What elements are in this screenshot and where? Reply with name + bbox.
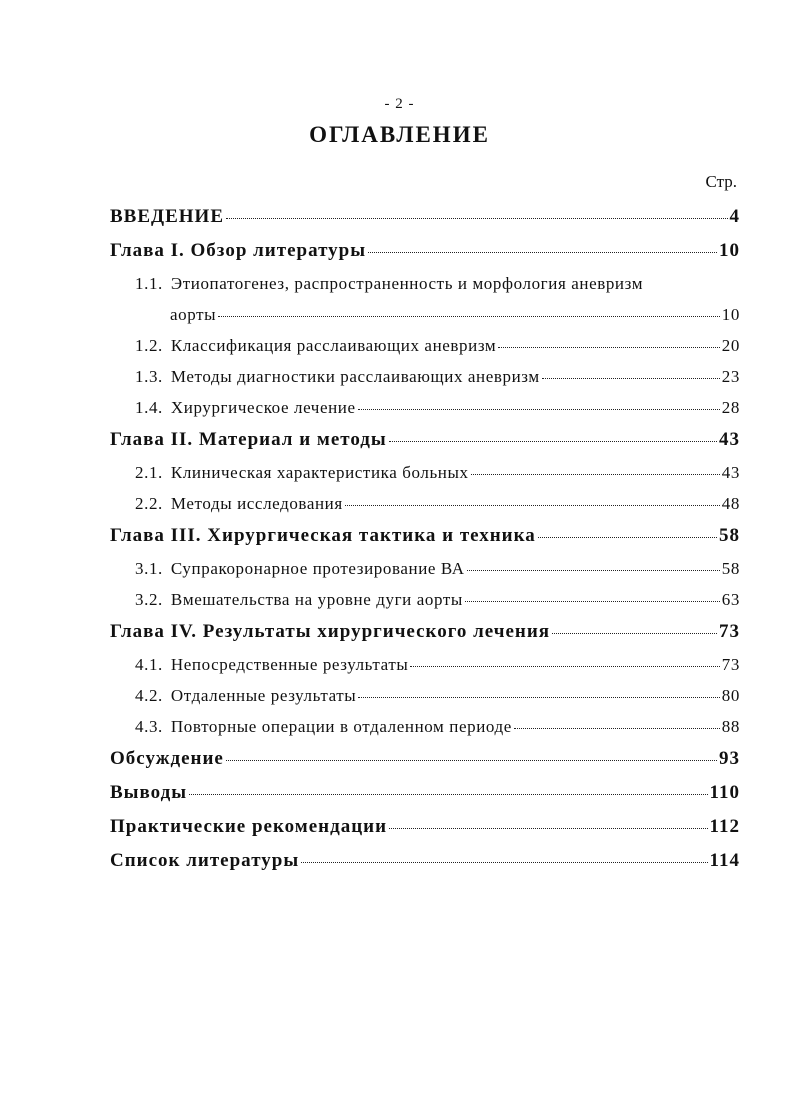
toc-entry-page: 48: [721, 494, 740, 513]
dot-leader: [542, 378, 720, 379]
toc-entry-label: Выводы: [110, 782, 188, 803]
toc-entry-label: Вмешательства на уровне дуги аорты: [170, 590, 463, 609]
toc-entry-page: 58: [721, 559, 740, 578]
toc-entry-label: Методы диагностики расслаивающих аневризм: [170, 367, 540, 386]
toc-entry-page: 10: [719, 240, 740, 261]
toc-entry-label-continuation: аорты: [170, 305, 217, 324]
toc-entry-references[interactable]: [110, 844, 740, 878]
toc-entry-conclusions[interactable]: [110, 776, 740, 810]
page-number: - 2 -: [384, 96, 415, 112]
toc-entry-section-1-2[interactable]: [110, 330, 740, 361]
toc-entry-label: Супракоронарное протезирование ВА: [170, 559, 465, 578]
toc-entry-introduction[interactable]: [110, 200, 740, 234]
dot-leader: [358, 697, 719, 698]
dot-leader: [189, 794, 708, 795]
section-number: 1.3.: [135, 367, 163, 386]
toc-entry-label: Список литературы: [110, 850, 300, 871]
toc-entry-chapter-3[interactable]: [110, 519, 740, 553]
toc-entry-page: 112: [709, 816, 740, 837]
dot-leader: [410, 666, 719, 667]
toc-entry-discussion[interactable]: [110, 742, 740, 776]
section-number: 1.4.: [135, 398, 163, 417]
dot-leader: [498, 347, 720, 348]
toc-entry-page: 28: [721, 398, 740, 417]
dot-leader: [514, 728, 720, 729]
section-number: 1.2.: [135, 336, 163, 355]
dot-leader: [389, 441, 717, 442]
toc-entry-page: 58: [719, 525, 740, 546]
section-number: 1.1.: [135, 274, 163, 293]
toc-entry-label: Методы исследования: [170, 494, 343, 513]
dot-leader: [226, 760, 717, 761]
dot-leader: [538, 537, 717, 538]
toc-entry-chapter-2[interactable]: [110, 423, 740, 457]
toc-entry-label: Повторные операции в отдаленном периоде: [170, 717, 512, 736]
toc-entry-label: Глава II. Материал и методы: [110, 429, 387, 450]
dot-leader: [389, 828, 707, 829]
page-column-label: Стр.: [705, 172, 737, 191]
dot-leader: [471, 474, 720, 475]
toc-entry-label: ВВЕДЕНИЕ: [110, 206, 224, 227]
toc-entry-page: 110: [709, 782, 740, 803]
dot-leader: [358, 409, 720, 410]
toc-entry-page: 114: [709, 850, 740, 871]
toc-entry-recommendations[interactable]: [110, 810, 740, 844]
toc-entry-page: 10: [721, 305, 740, 324]
toc-entry-page: 23: [721, 367, 740, 386]
toc-entry-section-1-1[interactable]: [110, 268, 740, 330]
toc-entry-chapter-4[interactable]: [110, 615, 740, 649]
toc-entry-section-2-1[interactable]: [110, 457, 740, 488]
toc-entry-page: 20: [721, 336, 740, 355]
section-number: 2.2.: [135, 494, 163, 513]
toc-entry-label: Глава I. Обзор литературы: [110, 240, 367, 261]
toc-entry-section-1-3[interactable]: [110, 361, 740, 392]
toc-entry-label: Классификация расслаивающих аневризм: [170, 336, 497, 355]
toc-entry-page: 80: [721, 686, 740, 705]
toc-entry-page: 73: [721, 655, 740, 674]
toc-entry-page: 88: [721, 717, 740, 736]
toc-entry-chapter-1[interactable]: [110, 234, 740, 268]
toc-entry-page: 73: [719, 621, 740, 642]
toc-entry-page: 4: [729, 206, 740, 227]
section-number: 4.3.: [135, 717, 163, 736]
toc-entry-section-3-2[interactable]: [110, 584, 740, 615]
section-number: 3.1.: [135, 559, 163, 578]
toc-entry-section-1-4[interactable]: [110, 392, 740, 423]
toc-entry-label: Глава III. Хирургическая тактика и техника: [110, 525, 536, 546]
dot-leader: [345, 505, 720, 506]
toc-entry-page: 63: [721, 590, 740, 609]
dot-leader: [465, 601, 720, 602]
table-of-contents: [110, 200, 740, 878]
dot-leader: [226, 218, 728, 219]
toc-entry-label: Практические рекомендации: [110, 816, 388, 837]
dot-leader: [552, 633, 717, 634]
toc-entry-label: Этиопатогенез, распространенность и морфология аневризм: [170, 274, 644, 293]
section-number: 3.2.: [135, 590, 163, 609]
toc-entry-page: 93: [719, 748, 740, 769]
dot-leader: [368, 252, 717, 253]
section-number: 4.2.: [135, 686, 163, 705]
section-number: 2.1.: [135, 463, 163, 482]
toc-entry-section-4-1[interactable]: [110, 649, 740, 680]
toc-entry-label: Хирургическое лечение: [170, 398, 356, 417]
toc-entry-page: 43: [719, 429, 740, 450]
toc-entry-label: Глава IV. Результаты хирургического лечения: [110, 621, 551, 642]
toc-entry-label: Обсуждение: [110, 748, 224, 769]
dot-leader: [301, 862, 707, 863]
toc-entry-label: Отдаленные результаты: [170, 686, 357, 705]
toc-entry-section-3-1[interactable]: [110, 553, 740, 584]
toc-entry-label: Клиническая характеристика больных: [170, 463, 469, 482]
dot-leader: [467, 570, 720, 571]
page-title: ОГЛАВЛЕНИЕ: [309, 122, 490, 147]
toc-entry-section-4-3[interactable]: [110, 711, 740, 742]
toc-entry-section-4-2[interactable]: [110, 680, 740, 711]
dot-leader: [218, 316, 720, 317]
toc-entry-label: Непосредственные результаты: [170, 655, 409, 674]
toc-entry-page: 43: [721, 463, 740, 482]
toc-entry-section-2-2[interactable]: [110, 488, 740, 519]
section-number: 4.1.: [135, 655, 163, 674]
